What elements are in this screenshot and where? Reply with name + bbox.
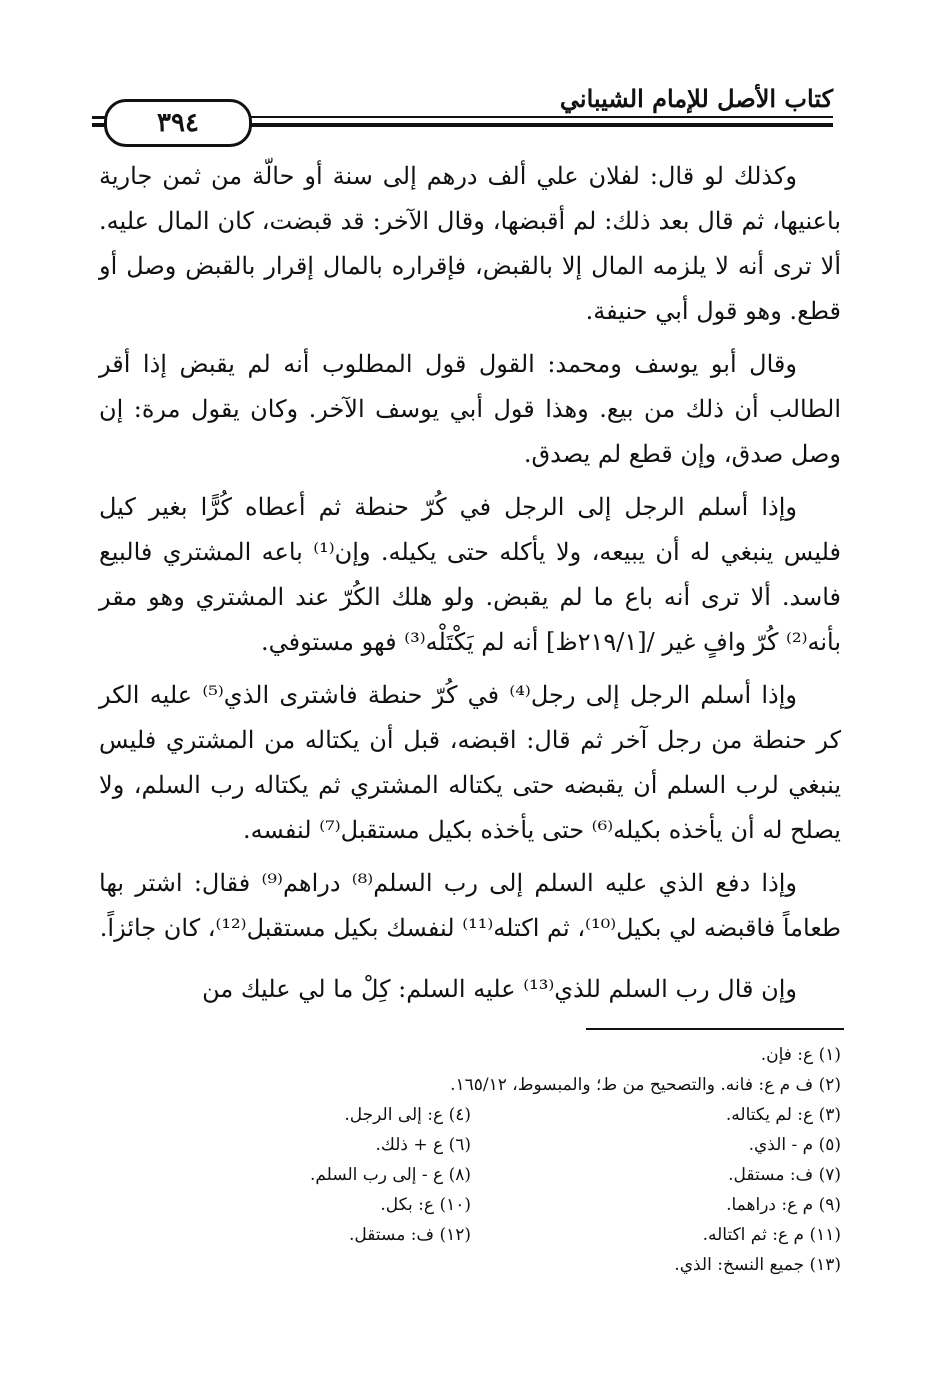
footnote-12: (١٢) ف: مستقل. bbox=[349, 1225, 471, 1245]
main-text bbox=[99, 154, 841, 1020]
page-number: ٣٩٤ bbox=[157, 108, 199, 138]
paragraph-1: وكذلك لو قال: لفلان علي ألف درهم إلى سنة أو حالّة من ثمن جارية باعنيها، ثم قال بعد ذلك: لم أقبضها، وقال الآخر: قد قبضت، كان المال عليه. ألا ترى أنه لا يلزمه المال إلا بالقبض، فإقراره بالمال إقرار بالقبض وصل أو قطع. وهو قول أبي حنيفة. bbox=[99, 162, 842, 325]
footnote-9: (٩) م ع: دراهما. bbox=[726, 1195, 841, 1215]
footnote-row bbox=[101, 1070, 841, 1100]
footnote-row bbox=[101, 1220, 841, 1250]
page-number-badge bbox=[104, 99, 252, 147]
footnote-1: (١) ع: فإن. bbox=[760, 1045, 841, 1065]
footnote-4: (٤) ع: إلى الرجل. bbox=[344, 1105, 471, 1125]
footnote-row bbox=[101, 1250, 841, 1280]
footnote-row bbox=[101, 1160, 841, 1190]
paragraph-5: وإذا دفع الذي عليه السلم إلى رب السلم⁽⁸⁾ دراهم⁽⁹⁾ فقال: اشتر بها طعاماً فاقبضه لي بكيل⁽¹⁰⁾، ثم اكتله⁽¹¹⁾ لنفسك بكيل مستقبل⁽¹²⁾، كان جائزاً. bbox=[99, 869, 841, 942]
footnote-10: (١٠) ع: بكل. bbox=[380, 1195, 471, 1215]
footnote-13: (١٣) جميع النسخ: الذي. bbox=[674, 1255, 841, 1275]
footnote-2: (٢) ف م ع: فانه. والتصحيح من ط؛ والمبسوط، ١٦٥/١٢. bbox=[450, 1075, 841, 1095]
footnote-separator bbox=[586, 1028, 844, 1030]
footnote-row bbox=[101, 1100, 841, 1130]
footnote-8: (٨) ع - إلى رب السلم. bbox=[309, 1165, 471, 1185]
footnote-row bbox=[101, 1190, 841, 1220]
footnote-11: (١١) م ع: ثم اكتاله. bbox=[702, 1225, 841, 1245]
footnotes bbox=[101, 1040, 841, 1280]
paragraph-3: وإذا أسلم الرجل إلى الرجل في كُرّ حنطة ثم أعطاه كُرًّا بغير كيل فليس ينبغي له أن يبيعه، ولا يأكله حتى يكيله. وإن⁽¹⁾ باعه المشتري فالبيع فاسد. ألا ترى أنه باع ما لم يقبض. ولو هلك الكُرّ عند المشتري وهو مقر بأنه⁽²⁾ كُرّ وافٍ غير /[٢١٩/١ظ] أنه لم يَكْتَلْه⁽³⁾ فهو مستوفي. bbox=[99, 493, 841, 656]
footnote-row bbox=[101, 1130, 841, 1160]
footnote-7: (٧) ف: مستقل. bbox=[728, 1165, 841, 1185]
book-title: كتاب الأصل للإمام الشيباني bbox=[559, 84, 833, 113]
paragraph-6: وإن قال رب السلم للذي⁽¹³⁾ عليه السلم: كِلْ ما لي عليك من bbox=[202, 975, 797, 1003]
footnote-3: (٣) ع: لم يكتاله. bbox=[725, 1105, 841, 1125]
paragraph-4: وإذا أسلم الرجل إلى رجل⁽⁴⁾ في كُرّ حنطة فاشترى الذي⁽⁵⁾ عليه الكر كر حنطة من رجل آخر ثم قال: اقبضه، قبل أن يكتاله من المشتري فليس ينبغي لرب السلم أن يقبضه حتى يكتاله المشتري ثم يكتاله رب السلم، ولا يصلح له أن يأخذه بكيله⁽⁶⁾ حتى يأخذه بكيل مستقبل⁽⁷⁾ لنفسه. bbox=[99, 681, 841, 844]
footnote-5: (٥) م - الذي. bbox=[748, 1135, 841, 1155]
paragraph-2: وقال أبو يوسف ومحمد: القول قول المطلوب أنه لم يقبض إذا أقر الطالب أن ذلك من بيع. وهذا قول أبي يوسف الآخر. وكان يقول مرة: إن وصل صدق، وإن قطع لم يصدق. bbox=[99, 350, 841, 468]
footnote-6: (٦) ع + ذلك. bbox=[375, 1135, 471, 1155]
footnote-row bbox=[101, 1040, 841, 1070]
